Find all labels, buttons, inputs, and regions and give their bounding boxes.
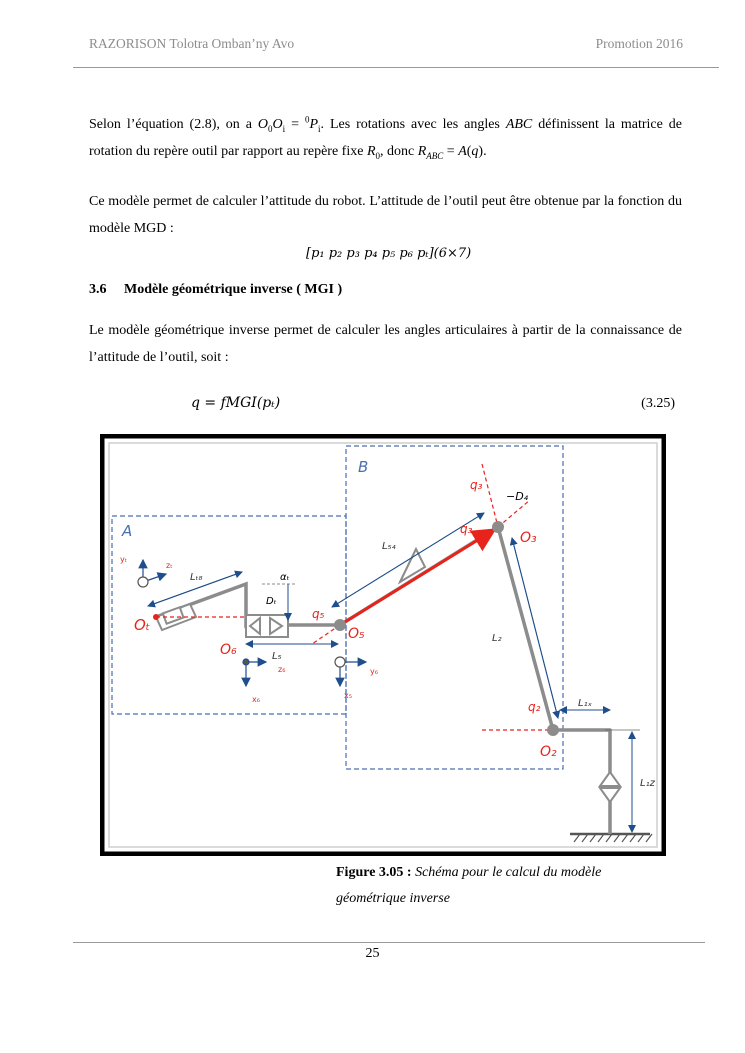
section-title: Modèle géométrique inverse ( MGI ) xyxy=(124,282,343,297)
paragraph-2: Ce modèle permet de calculer l’attitude du robot. L’attitude de l’outil peut être obtenue par la fonction du modèle MGD : xyxy=(89,194,682,236)
label-o6: O₆ xyxy=(220,642,237,658)
zone-b-label: B xyxy=(358,458,369,476)
header-author: RAZORISON Tolotra Omban’ny Avo xyxy=(89,36,295,51)
label-zt: zₜ xyxy=(166,561,173,570)
matrix-equation: [p₁ p₂ p₃ p₄ p₅ p₆ pₜ](6×7) xyxy=(306,246,472,261)
label-lt8: Lₜ₈ xyxy=(190,572,203,583)
label-dt: Dₜ xyxy=(266,596,277,607)
label-x6: x₆ xyxy=(252,695,260,704)
joint-o2 xyxy=(547,724,559,736)
footer-rule xyxy=(73,942,705,943)
label-q2: q₂ xyxy=(528,700,541,714)
caption-label: Figure 3.05 : xyxy=(336,865,412,880)
label-l2: L₂ xyxy=(492,633,502,644)
figure-caption xyxy=(336,860,636,912)
paragraph-3: Le modèle géométrique inverse permet de calculer les angles articulaires à partir de la connaissance de l’attitude de l’outil, soit : xyxy=(89,323,682,365)
wrist-joint-o6 xyxy=(246,615,288,637)
label-l54: L₅₄ xyxy=(382,541,396,552)
caption-text: Schéma pour le calcul du modèle géométrique inverse xyxy=(336,865,602,906)
paragraph-1: Selon l’équation (2.8), on a $O_0O_i = ^0P_i$. Les rotations avec les angles ABC définissent la matrice de rotation du repère outil par rapport au repère fixe $R_0$, donc $R_{ABC} = A(q)$. xyxy=(89,114,682,161)
label-ot: Oₜ xyxy=(134,616,151,634)
zone-a-label: A xyxy=(122,522,133,540)
label-o2: O₂ xyxy=(540,744,557,760)
joint-o5 xyxy=(334,619,346,631)
label-o5: O₅ xyxy=(348,626,365,642)
joint-o3 xyxy=(492,521,504,533)
header-rule xyxy=(73,67,719,68)
header-promotion: Promotion 2016 xyxy=(595,36,683,51)
label-y6: y₆ xyxy=(370,667,378,676)
label-q5: q₅ xyxy=(312,607,325,621)
equation-number: (3.25) xyxy=(641,396,675,411)
label-alpha-t: αₜ xyxy=(280,572,290,583)
figure-frame xyxy=(102,436,664,854)
figure-mgi-schema xyxy=(100,434,666,856)
label-z6: z₆ xyxy=(278,665,286,674)
label-q3a: q₃ xyxy=(470,478,483,492)
page-number: 25 xyxy=(365,946,380,961)
label-d4: −D₄ xyxy=(506,490,529,503)
equation-mgi: q = fMGI(pₜ) xyxy=(191,395,281,411)
section-number: 3.6 xyxy=(89,282,107,297)
tool-point-ot xyxy=(153,614,159,620)
label-o3: O₃ xyxy=(520,530,537,546)
label-q3b: q₃ xyxy=(460,522,473,536)
section-heading xyxy=(89,282,342,298)
label-l1x: L₁ₓ xyxy=(578,698,593,709)
label-x5: x₅ xyxy=(344,691,352,700)
label-l5: L₅ xyxy=(272,651,282,662)
label-yt: yₜ xyxy=(120,555,128,564)
label-l1z: L₁z xyxy=(640,778,655,789)
